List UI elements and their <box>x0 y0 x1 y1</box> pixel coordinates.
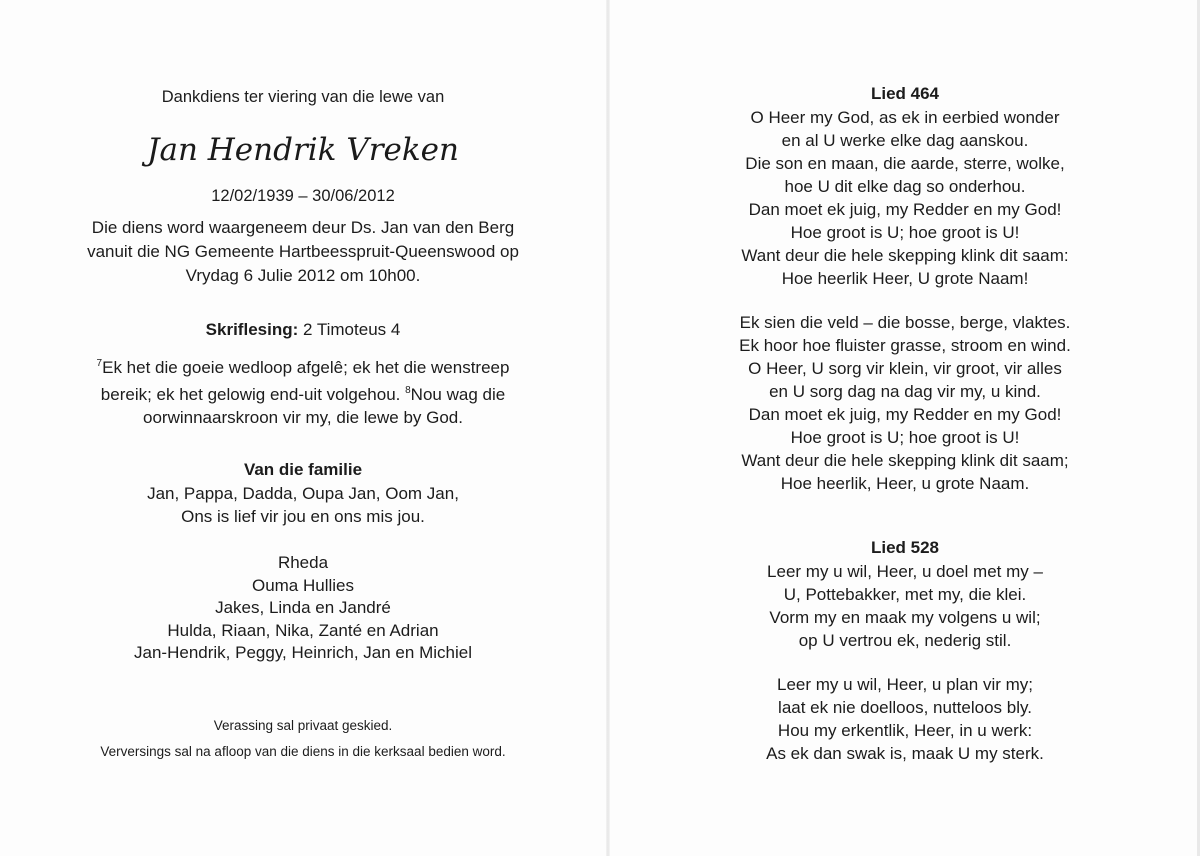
hymn-line: Ek sien die veld – die bosse, berge, vlaktes. <box>739 313 1071 332</box>
service-line: Die diens word waargeneem deur Ds. Jan van den Berg <box>91 218 515 237</box>
hymn-verse <box>610 560 1200 652</box>
hymn-line: Hoe groot is U; hoe groot is U! <box>790 223 1020 242</box>
hymn-line: Die son en maan, die aarde, sterre, wolke, <box>745 154 1065 173</box>
family-message-line: Ons is lief vir jou en ons mis jou. <box>181 507 425 526</box>
scripture-line-text: Ek het die goeie wedloop afgelê; ek het die wenstreep <box>102 358 510 377</box>
hymn-verse <box>610 673 1200 765</box>
hymn-line: op U vertrou ek, nederig stil. <box>798 631 1012 650</box>
service-line: vanuit die NG Gemeente Hartbeesspruit-Queenswood op <box>87 242 519 261</box>
hymn-line: O Heer my God, as ek in eerbied wonder <box>750 108 1060 127</box>
hymn-line: Leer my u wil, Heer, u plan vir my; <box>776 675 1034 694</box>
hymn-line: Hoe heerlik, Heer, u grote Naam. <box>780 474 1030 493</box>
hymn-title: Lied 528 <box>870 538 940 557</box>
hymn-line: en U sorg dag na dag vir my, u kind. <box>769 382 1041 401</box>
refreshments-note: Verversings sal na afloop van die diens in die kerksaal bedien word. <box>100 744 506 759</box>
hymn-line: U, Pottebakker, met my, die klei. <box>783 585 1027 604</box>
family-heading: Van die familie <box>243 460 363 479</box>
hymn-line: Leer my u wil, Heer, u doel met my – <box>767 562 1043 581</box>
relative-item: Jan-Hendrik, Peggy, Heinrich, Jan en Michiel <box>134 643 472 662</box>
hymn-line: As ek dan swak is, maak U my sterk. <box>766 744 1044 763</box>
hymn-line: laat ek nie doelloos, nutteloos bly. <box>778 698 1032 717</box>
relative-item: Hulda, Riaan, Nika, Zanté en Adrian <box>167 620 439 640</box>
scripture-line-text: bereik; ek het gelowig end-uit volgehou. <box>100 385 406 404</box>
hymn-line: Dan moet ek juig, my Redder en my God! <box>748 405 1062 424</box>
hymn-line: Hou my erkentlik, Heer, in u werk: <box>777 721 1033 740</box>
service-details <box>0 216 606 288</box>
verse-number: 8 <box>405 385 411 396</box>
hymn-line: Dan moet ek juig, my Redder en my God! <box>748 200 1062 219</box>
hymn-line: en al U werke elke dag aanskou. <box>781 131 1029 150</box>
hymn-line: hoe U dit elke dag so onderhou. <box>784 177 1026 196</box>
hymn-title: Lied 464 <box>870 84 940 103</box>
life-dates: 12/02/1939 – 30/06/2012 <box>211 187 395 205</box>
scripture-line <box>0 352 606 379</box>
burial-note: Verassing sal privaat geskied. <box>213 718 393 733</box>
hymn-line: Vorm my en maak my volgens u wil; <box>769 608 1041 627</box>
scripture-line <box>0 379 606 406</box>
hymn-line: Want deur die hele skepping klink dit saam; <box>741 451 1069 470</box>
relative-item: Rheda <box>277 553 329 572</box>
family-message <box>0 482 606 528</box>
hymn-line: Ek hoor hoe fluister grasse, stroom en wind. <box>739 336 1071 355</box>
relative-item: Jakes, Linda en Jandré <box>215 598 391 617</box>
right-page <box>610 0 1200 856</box>
hymn-line: Hoe groot is U; hoe groot is U! <box>790 428 1020 447</box>
service-line: Vrydag 6 Julie 2012 om 10h00. <box>185 266 421 285</box>
hymn-line: Hoe heerlik Heer, U grote Naam! <box>781 269 1029 288</box>
family-message-line: Jan, Pappa, Dadda, Oupa Jan, Oom Jan, <box>147 484 459 503</box>
scripture-text <box>0 352 606 429</box>
hymn-line: O Heer, U sorg vir klein, vir groot, vir alles <box>748 359 1062 378</box>
scripture-reference: 2 Timoteus 4 <box>303 320 401 339</box>
relative-item: Ouma Hullies <box>251 575 355 595</box>
scripture-line: oorwinnaarskroon vir my, die lewe by God. <box>143 408 463 427</box>
hymn-line: Want deur die hele skepping klink dit saam: <box>741 246 1069 265</box>
scripture-heading <box>0 320 606 340</box>
hymn-verse <box>610 106 1200 290</box>
intro-text: Dankdiens ter viering van die lewe van <box>161 88 445 106</box>
scripture-label: Skriflesing: <box>205 320 299 339</box>
verse-number: 7 <box>96 358 103 369</box>
scripture-line-text: Nou wag die <box>410 385 506 404</box>
hymn-verse <box>610 311 1200 495</box>
deceased-name: Jan Hendrik Vreken <box>147 132 459 168</box>
relatives-list <box>0 552 606 665</box>
